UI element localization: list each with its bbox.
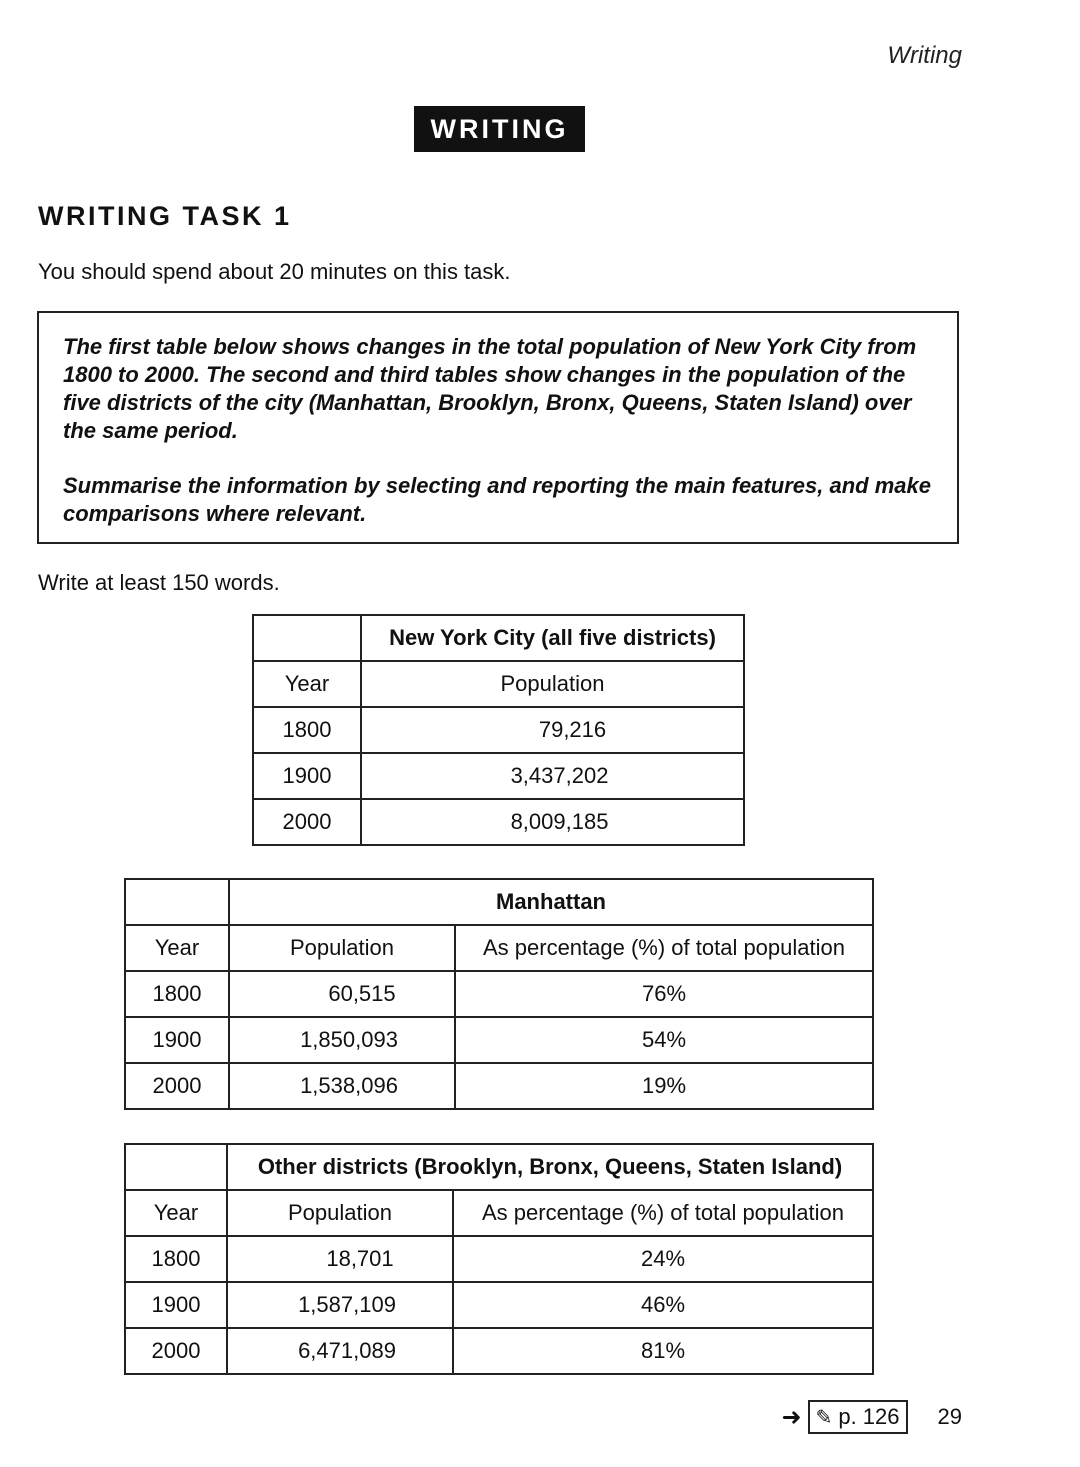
page-reference-link[interactable] <box>808 1400 908 1434</box>
table-header-row <box>253 661 744 707</box>
year-cell: 1800 <box>125 1236 227 1282</box>
year-cell: 1800 <box>125 971 229 1017</box>
percentage-cell: 76% <box>455 971 873 1017</box>
column-header: Year <box>125 1190 227 1236</box>
year-cell: 1800 <box>253 707 361 753</box>
table-title: Manhattan <box>229 879 873 925</box>
table-row <box>125 1282 873 1328</box>
page-number: 29 <box>937 1404 962 1429</box>
word-instruction: Write at least 150 words. <box>38 570 280 595</box>
column-header: As percentage (%) of total population <box>455 925 873 971</box>
running-head: Writing <box>887 42 962 69</box>
page-footer <box>781 1400 962 1434</box>
population-cell: 8,009,185 <box>361 799 744 845</box>
percentage-cell: 46% <box>453 1282 873 1328</box>
prompt-paragraph: Summarise the information by selecting and reporting the main features, and make comparisons where relevant. <box>63 473 931 526</box>
task-heading: WRITING TASK 1 <box>38 201 292 231</box>
page-reference-label: p. 126 <box>838 1404 900 1429</box>
percentage-cell: 54% <box>455 1017 873 1063</box>
table-row <box>253 799 744 845</box>
table-row <box>125 1017 873 1063</box>
table-cell-empty <box>125 1144 227 1190</box>
table-title: New York City (all five districts) <box>361 615 744 661</box>
section-label: WRITING <box>414 106 585 152</box>
year-cell: 2000 <box>125 1328 227 1374</box>
pencil-icon: ✎ <box>815 1406 833 1429</box>
column-header: As percentage (%) of total population <box>453 1190 873 1236</box>
prompt-box <box>37 311 959 544</box>
other-districts-population-table <box>124 1143 874 1375</box>
percentage-cell: 24% <box>453 1236 873 1282</box>
year-cell: 2000 <box>125 1063 229 1109</box>
table-row <box>253 707 744 753</box>
table-row <box>125 1144 873 1190</box>
population-cell: 6,471,089 <box>227 1328 453 1374</box>
percentage-cell: 19% <box>455 1063 873 1109</box>
table-row <box>125 1063 873 1109</box>
prompt-paragraph: The first table below shows changes in the total population of New York City from 1800 to 2000. The second and third tables show changes in the population of the five districts of the city (Manhattan, Brooklyn, Bronx, Queens, Staten Island) over the same period. <box>63 334 917 443</box>
column-header: Year <box>253 661 361 707</box>
column-header: Population <box>229 925 455 971</box>
table-row <box>125 1328 873 1374</box>
arrow-right-icon: ➜ <box>781 1403 802 1431</box>
population-cell: 1,538,096 <box>229 1063 455 1109</box>
population-cell: 1,850,093 <box>229 1017 455 1063</box>
table-cell-empty <box>253 615 361 661</box>
nyc-population-table <box>252 614 745 846</box>
year-cell: 1900 <box>253 753 361 799</box>
table-header-row <box>125 925 873 971</box>
table-row <box>125 1236 873 1282</box>
table-row <box>125 879 873 925</box>
population-cell: 18,701 <box>227 1236 453 1282</box>
year-cell: 1900 <box>125 1017 229 1063</box>
manhattan-population-table <box>124 878 874 1110</box>
table-cell-empty <box>125 879 229 925</box>
column-header: Population <box>227 1190 453 1236</box>
table-title: Other districts (Brooklyn, Bronx, Queens, Staten Island) <box>227 1144 873 1190</box>
population-cell: 60,515 <box>229 971 455 1017</box>
time-instruction: You should spend about 20 minutes on this task. <box>38 259 511 284</box>
column-header: Year <box>125 925 229 971</box>
percentage-cell: 81% <box>453 1328 873 1374</box>
table-header-row <box>125 1190 873 1236</box>
population-cell: 1,587,109 <box>227 1282 453 1328</box>
table-row <box>125 971 873 1017</box>
year-cell: 1900 <box>125 1282 227 1328</box>
table-row <box>253 615 744 661</box>
year-cell: 2000 <box>253 799 361 845</box>
column-header: Population <box>361 661 744 707</box>
table-row <box>253 753 744 799</box>
population-cell: 79,216 <box>361 707 744 753</box>
population-cell: 3,437,202 <box>361 753 744 799</box>
